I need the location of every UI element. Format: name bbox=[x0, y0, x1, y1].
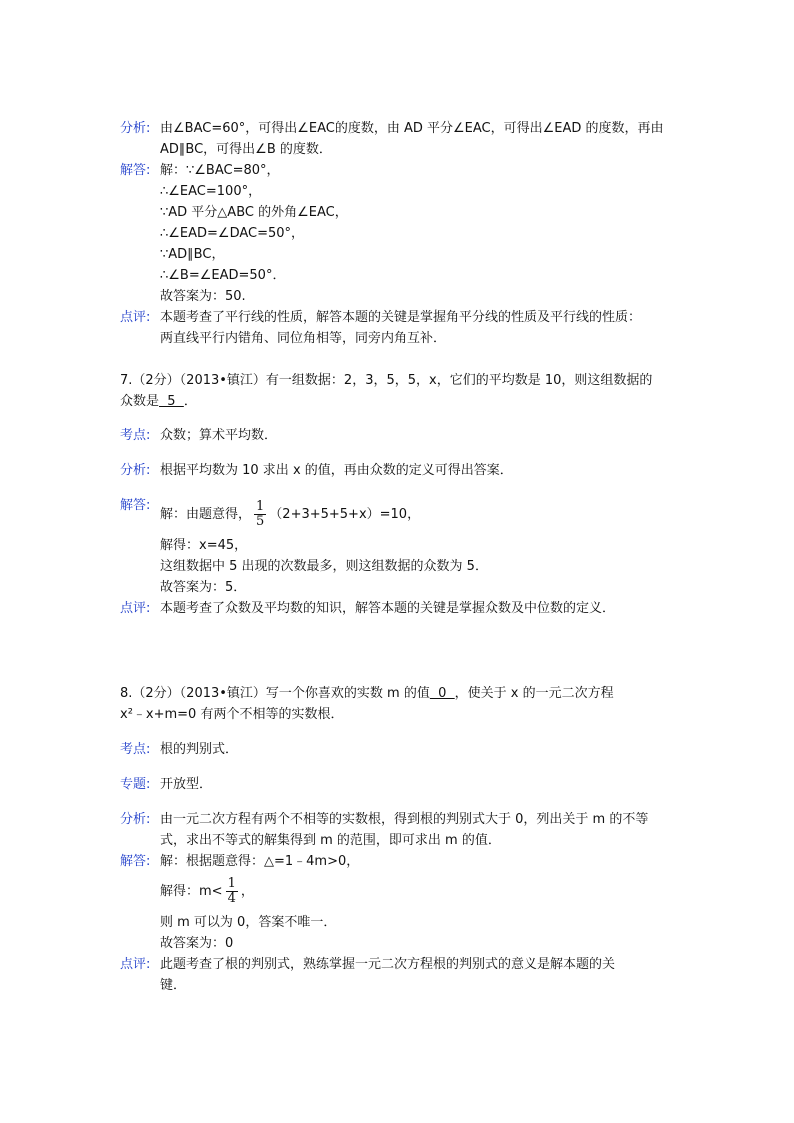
analysis-text: 根据平均数为 10 求出 x 的值，再由众数的定义可得出答案． bbox=[160, 463, 513, 478]
analysis-row bbox=[120, 118, 680, 139]
comment-text: 键． bbox=[160, 978, 187, 993]
analysis-tag: 分析: bbox=[120, 812, 151, 827]
kaodian-row bbox=[120, 739, 680, 760]
question-text: 众数是 bbox=[120, 394, 160, 409]
fraction-denominator: 5 bbox=[256, 514, 265, 529]
comment-text: 本题考查了众数及平均数的知识，解答本题的关键是掌握众数及中位数的定义． bbox=[160, 601, 616, 616]
answer-row-cont bbox=[120, 872, 680, 912]
answer-text: 故答案为：0 bbox=[160, 936, 234, 951]
analysis-text: 由∠BAC=60°，可得出∠EAC的度数，由 AD 平分∠EAC，可得出∠EAD 的度数，再由 bbox=[160, 121, 664, 136]
question-text: ，使关于 x 的一元二次方程 bbox=[454, 686, 614, 701]
answer-text: ∵AD 平分△ABC 的外角∠EAC， bbox=[160, 205, 348, 220]
answer-tag: 解答: bbox=[120, 498, 151, 513]
answer-tag: 解答: bbox=[120, 163, 151, 178]
answer-text: 解：∵∠BAC=80°， bbox=[160, 163, 280, 178]
question-row bbox=[120, 683, 680, 704]
fraction-numerator: 1 bbox=[256, 499, 265, 514]
answer-row-cont bbox=[120, 286, 680, 307]
answer-row bbox=[120, 160, 680, 181]
comment-tag: 点评: bbox=[120, 601, 151, 616]
analysis-text: AD∥BC，可得出∠B 的度数． bbox=[160, 142, 332, 157]
answer-row-cont bbox=[120, 181, 680, 202]
answer-row-cont bbox=[120, 223, 680, 244]
comment-text: 此题考查了根的判别式，熟练掌握一元二次方程根的判别式的意义是解本题的关 bbox=[160, 957, 616, 972]
analysis-tag: 分析: bbox=[120, 463, 151, 478]
comment-row-cont bbox=[120, 328, 680, 349]
answer-row-cont bbox=[120, 912, 680, 933]
fraction bbox=[226, 877, 238, 906]
answer-row bbox=[120, 495, 680, 535]
zhuanti-row bbox=[120, 774, 680, 795]
fraction-numerator: 1 bbox=[227, 876, 236, 891]
comment-row bbox=[120, 954, 680, 975]
question-text: x²﹣x+m=0 有两个不相等的实数根． bbox=[120, 707, 344, 722]
kaodian-text: 根的判别式． bbox=[160, 742, 239, 757]
question-row bbox=[120, 391, 680, 412]
comment-tag: 点评: bbox=[120, 957, 151, 972]
kaodian-tag: 考点: bbox=[120, 428, 151, 443]
answer-row-cont bbox=[120, 244, 680, 265]
comment-row bbox=[120, 598, 680, 619]
answer-row-cont bbox=[120, 933, 680, 954]
kaodian-tag: 考点: bbox=[120, 742, 151, 757]
answer-row-cont bbox=[120, 265, 680, 286]
analysis-row-cont bbox=[120, 830, 680, 851]
fraction-denominator: 4 bbox=[227, 891, 236, 906]
comment-tag: 点评: bbox=[120, 310, 151, 325]
answer-text: 解得：x=45， bbox=[160, 538, 248, 553]
analysis-text: 式，求出不等式的解集得到 m 的范围，即可求出 m 的值． bbox=[160, 833, 501, 848]
comment-row-cont bbox=[120, 975, 680, 996]
question8-block bbox=[120, 683, 680, 996]
comment-text: 本题考查了平行线的性质，解答本题的关键是掌握角平分线的性质及平行线的性质： bbox=[160, 310, 642, 325]
analysis-row bbox=[120, 809, 680, 830]
answer-text: 则 m 可以为 0，答案不唯一． bbox=[160, 915, 337, 930]
question-text: ． bbox=[183, 394, 197, 409]
answer-blank: 0 bbox=[429, 686, 455, 701]
answer-row-cont bbox=[120, 577, 680, 598]
analysis-tag: 分析: bbox=[120, 121, 151, 136]
answer-text: 故答案为：50. bbox=[160, 289, 246, 304]
question-row bbox=[120, 704, 680, 725]
kaodian-text: 众数；算术平均数． bbox=[160, 428, 278, 443]
kaodian-row bbox=[120, 425, 680, 446]
answer-text: ∴∠B=∠EAD=50°． bbox=[160, 268, 286, 283]
question-text: 8.（2分）（2013•镇江）写一个你喜欢的实数 m 的值 bbox=[120, 686, 430, 701]
analysis-text: 由一元二次方程有两个不相等的实数根，得到根的判别式大于 0，列出关于 m 的不等 bbox=[160, 812, 649, 827]
answer-tag: 解答: bbox=[120, 854, 151, 869]
answer-text: ∵AD∥BC， bbox=[160, 247, 225, 262]
question7-block bbox=[120, 370, 680, 619]
answer-row-cont bbox=[120, 556, 680, 577]
answer-text: 解：根据题意得：△=1﹣4m>0， bbox=[160, 854, 360, 869]
answer-text: ， bbox=[240, 884, 254, 899]
answer-text: ∴∠EAD=∠DAC=50°， bbox=[160, 226, 305, 241]
analysis-row bbox=[120, 460, 680, 481]
answer-text: 这组数据中 5 出现的次数最多，则这组数据的众数为 5． bbox=[160, 559, 488, 574]
answer-text: ∴∠EAC=100°， bbox=[160, 184, 262, 199]
answer-text: （2+3+5+5+x）=10， bbox=[269, 507, 421, 522]
zhuanti-text: 开放型． bbox=[160, 777, 213, 792]
question-text: 7.（2分）（2013•镇江）有一组数据：2，3，5，5，x，它们的平均数是 10，则这组数据的 bbox=[120, 373, 653, 388]
answer-text: 解：由题意得， bbox=[160, 507, 252, 522]
answer-row-cont bbox=[120, 535, 680, 556]
section6-block bbox=[120, 118, 680, 349]
fraction bbox=[254, 500, 266, 529]
answer-blank: 5 bbox=[159, 394, 184, 409]
comment-text: 两直线平行内错角、同位角相等，同旁内角互补． bbox=[160, 331, 447, 346]
answer-text: 故答案为：5． bbox=[160, 580, 247, 595]
answer-row-cont bbox=[120, 202, 680, 223]
analysis-row-cont bbox=[120, 139, 680, 160]
answer-text: 解得：m< bbox=[160, 884, 223, 899]
zhuanti-tag: 专题: bbox=[120, 777, 151, 792]
answer-row bbox=[120, 851, 680, 872]
comment-row bbox=[120, 307, 680, 328]
question-row bbox=[120, 370, 680, 391]
